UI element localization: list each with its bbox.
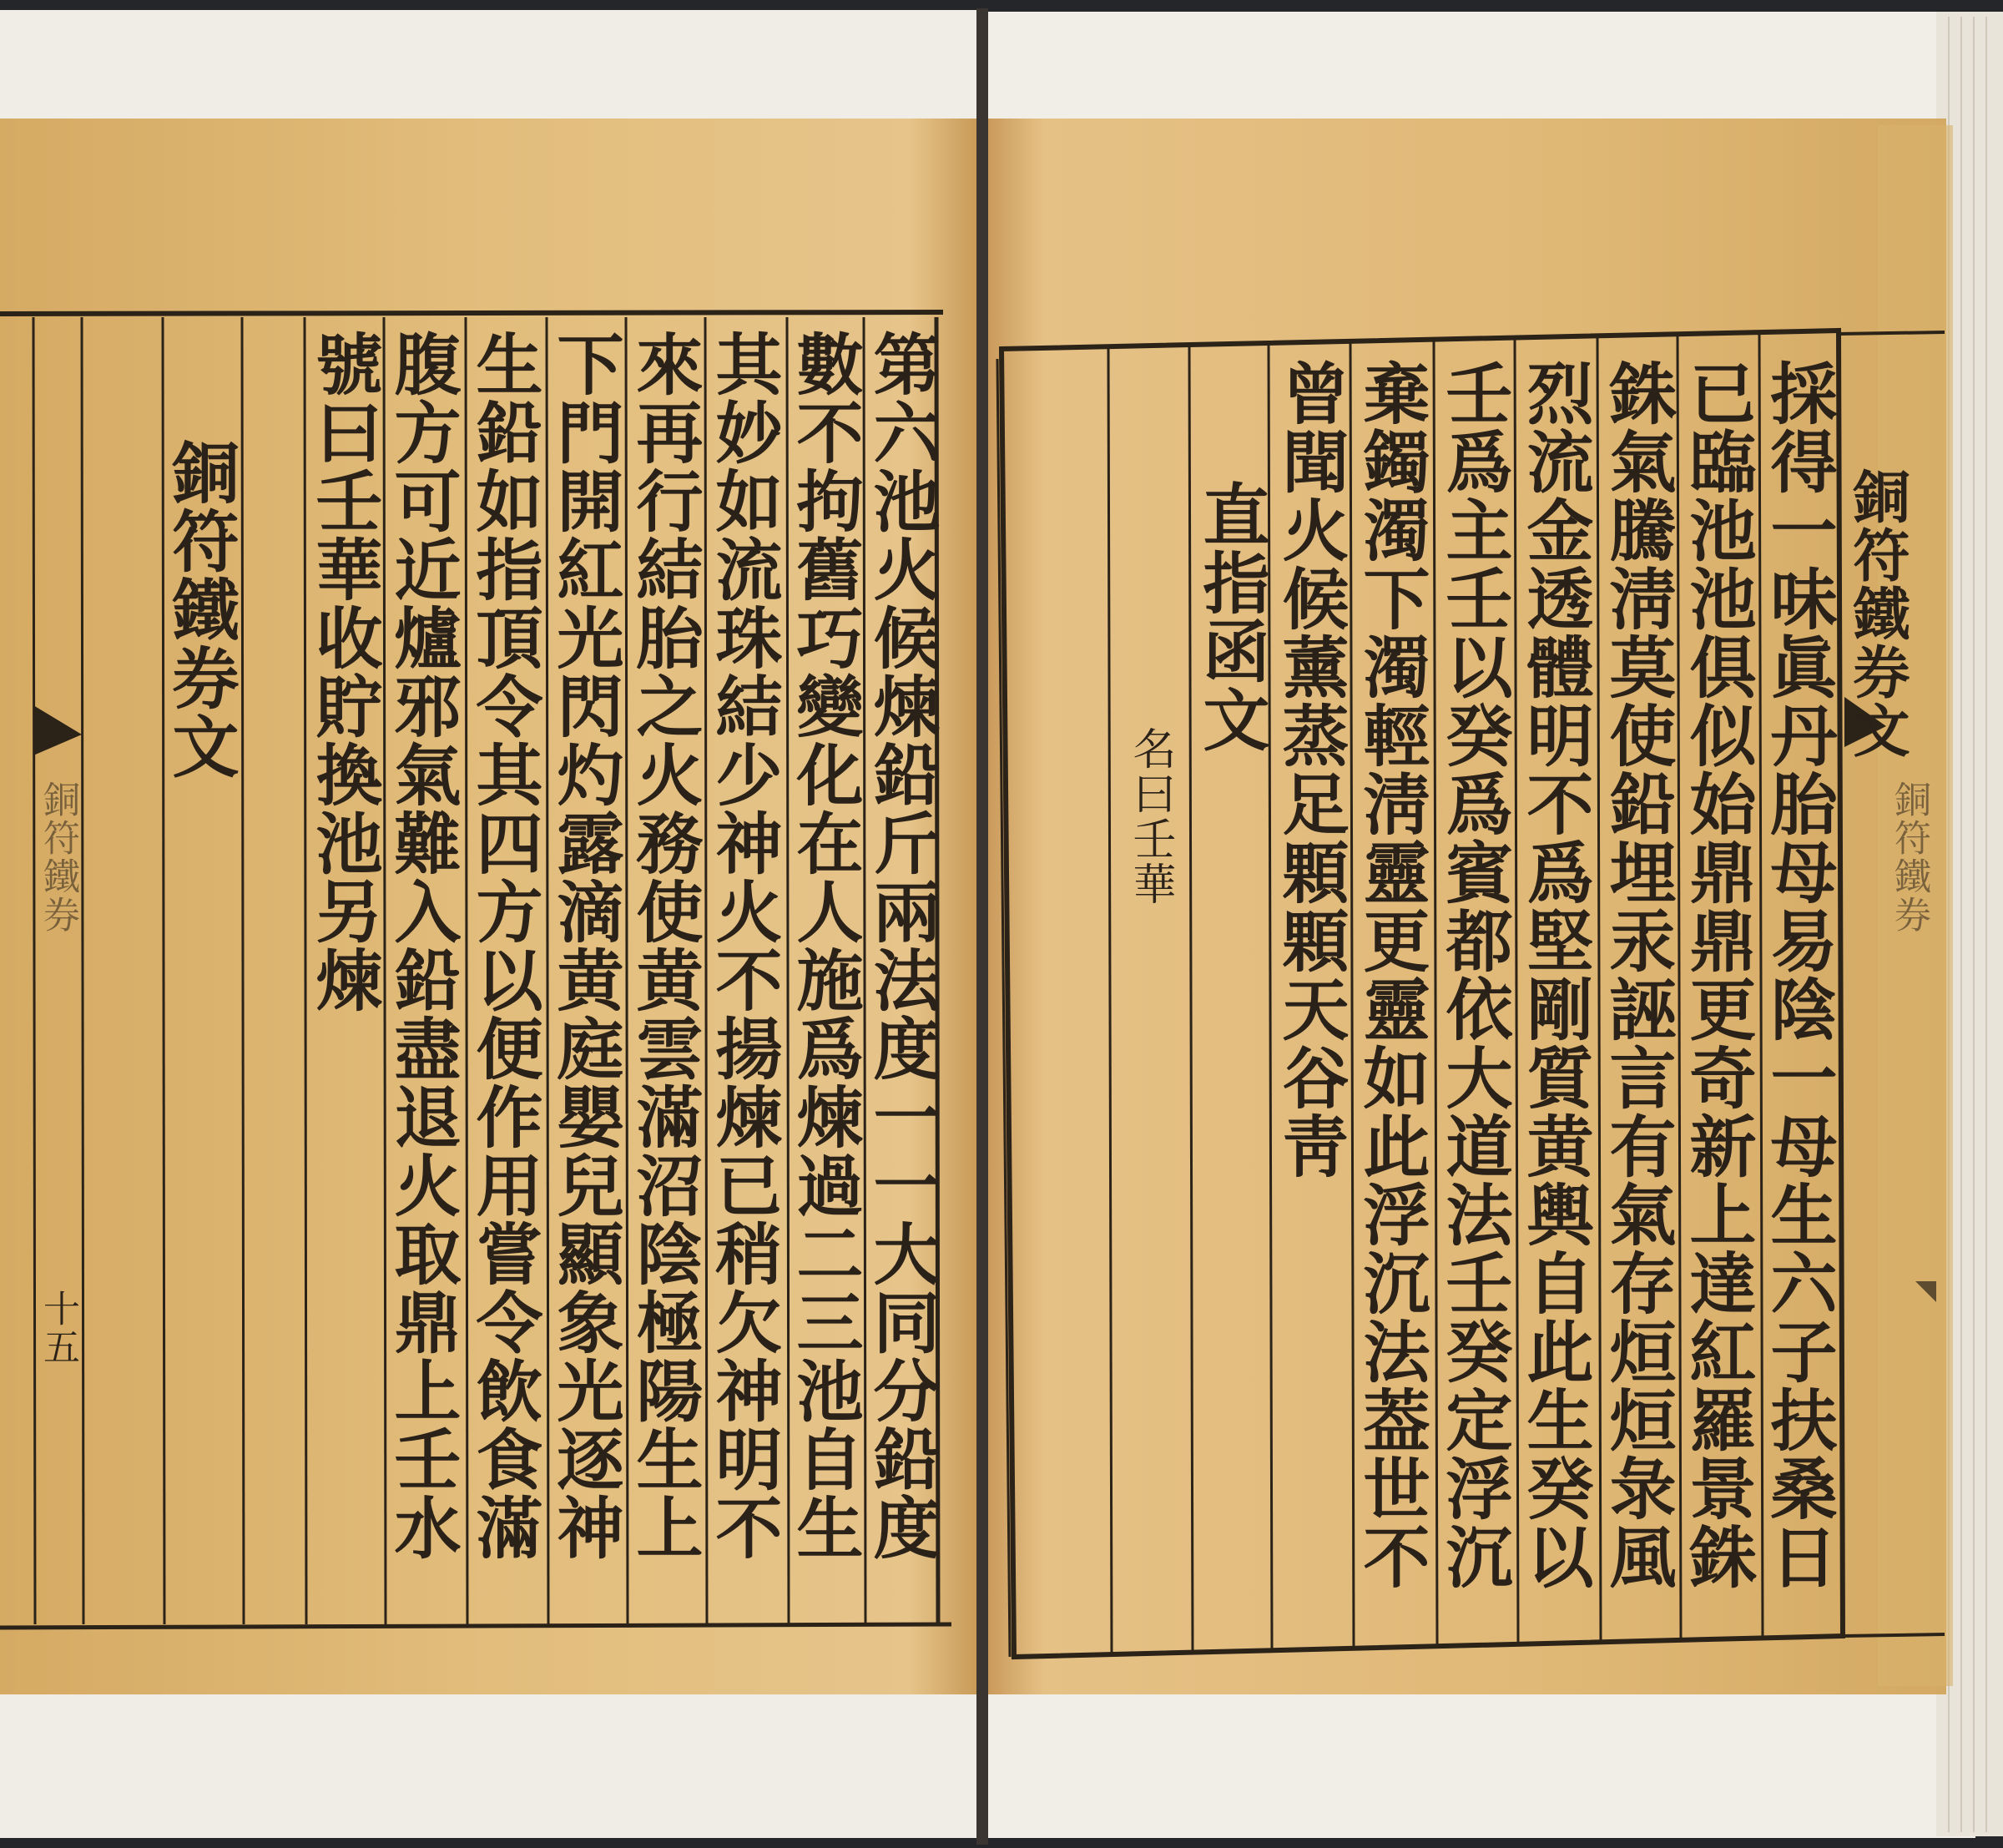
right-column-2: 已臨池池俱似始鼎鼎更奇新上達紅羅景銖 (1678, 359, 1757, 1591)
left-folio-number: 十五 (37, 1290, 79, 1366)
left-column-2: 數不拘舊巧變化在人施爲煉過二三池自生 (785, 330, 864, 1562)
right-column-5: 壬爲主壬以癸爲賓都依大道法壬癸定浮沉 (1435, 359, 1513, 1591)
right-column-6: 棄鐲濁下濁輕淸靈更靈如此浮沉法葢世不 (1352, 359, 1430, 1591)
right-column-4: 烈流金透體明不爲堅剛質黄輿自此生癸以 (1516, 359, 1594, 1591)
left-column-4: 來再行結胎之火務使黄雲滿沼陰極陽生上 (625, 330, 704, 1562)
left-margin-label: 銅符鐵券 (37, 780, 79, 934)
left-column-3: 其妙如流珠結少神火不揚煉已稍欠神明不 (704, 330, 783, 1562)
right-column-1: 採得一味眞丹胎母易陰一母生六子扶桑日 (1759, 359, 1838, 1591)
left-column-6: 生鉛如指頂令其四方以便作用嘗令飲食滿 (465, 330, 543, 1562)
right-header-title: 銅符鐵券文 (1844, 467, 1910, 760)
gutter (976, 8, 988, 1845)
left-column-1: 第六池火候煉鉛斤兩法度一一大同分鉛度 (862, 330, 941, 1562)
right-section-title: 直指函文 (1192, 480, 1270, 754)
right-column-3: 銖氣騰淸莫使鉛埋汞誣言有氣存烜烜彔風 (1598, 359, 1677, 1591)
left-column-7: 腹方可近爐邪氣難入鉛盡退火取鼎上壬水 (383, 330, 462, 1562)
left-column-5: 下門開紅光閃灼露滴黄庭嬰兒顯象光逐神 (546, 330, 624, 1562)
left-header-title: 銅符鐵券文 (161, 438, 240, 780)
left-column-8: 號曰壬華收貯換池另煉 (305, 330, 383, 1014)
right-column-7: 曾聞火候薰蒸足顆顆天谷靑 (1271, 359, 1350, 1180)
right-section-note: 名曰壬華 (1125, 726, 1175, 906)
right-margin-label: 銅符鐵券 (1888, 780, 1930, 934)
